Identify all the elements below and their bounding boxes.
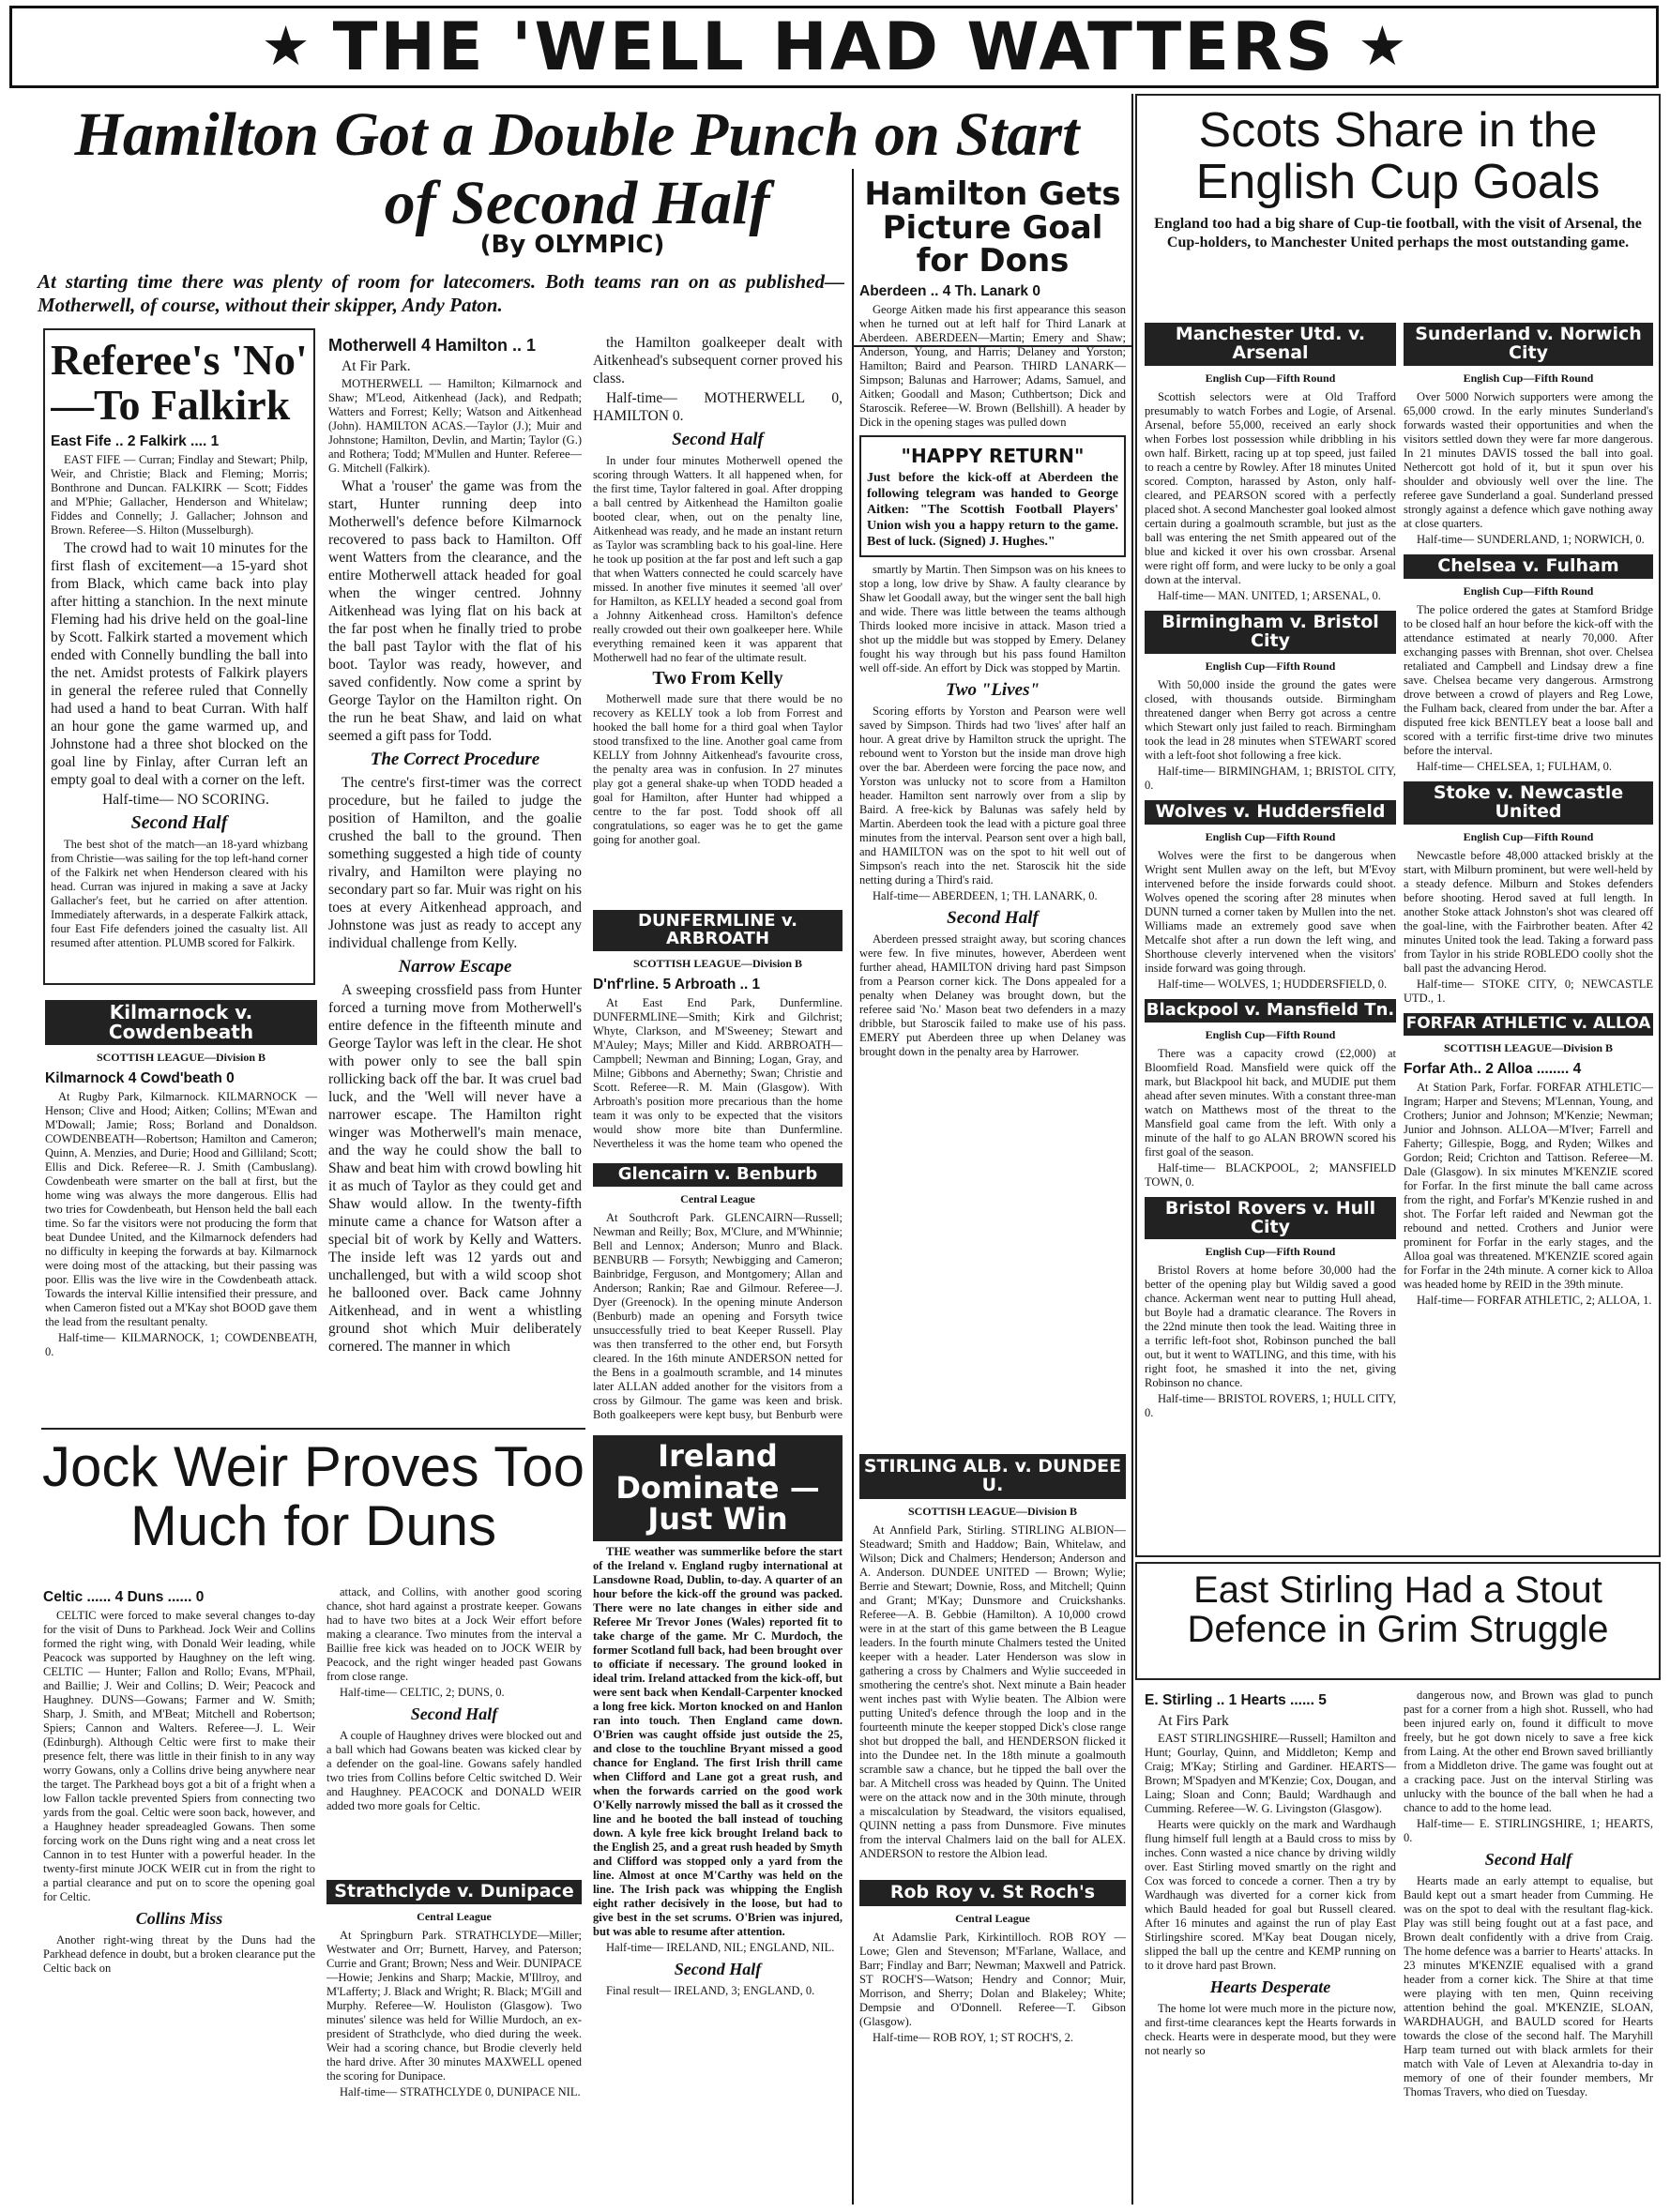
wolves-headline: Wolves v. Huddersfield	[1145, 800, 1396, 825]
ireland-column	[593, 1432, 843, 2204]
robroy-headline: Rob Roy v. St Roch's	[859, 1880, 1126, 1906]
happy-return-text: Just before the kick-off at Aberdeen the following telegram was handed to George Aitken: "The Scottish Football Players' Union wish you a happy return to the game. Best of luck. (Signed) J. Hughes."	[867, 471, 1118, 550]
stirling-league: SCOTTISH LEAGUE—Division B	[907, 1504, 1078, 1518]
birmingham-text: With 50,000 inside the ground the gates were closed, with thousands outside. Birmingham threatened danger when Berry got across a centre which Stewart only just failed to reach. Birmingham took the lead in 28 minutes when STEWART scored with a left-foot shot following a free kick.	[1145, 677, 1396, 762]
strathclyde-text: At Springburn Park. STRATHCLYDE—Miller; Westwater and Orr; Burnett, Harvey, and Paterson; Currie and Grant; Brown; Ness and Weir. DUNIPACE—Howie; Jenkins and Sharp; Mackie, M'Illroy, and M'Lafferty; J. Black and Wright; R. Black; M'Gill and Murphy. Referee—W. Houliston (Glasgow). Two minutes' silence was held for Willie Murdoch, an ex-president of Strathclyde, who died during the week. Weir had a scoring chance, but Brodie cleverly held the hard drive. After 30 minutes MAXWELL opened the scoring for Dunipace.	[326, 1928, 582, 2083]
forfar-score: Forfar Ath.. 2 Alloa ........ 4	[1404, 1060, 1582, 1077]
dons-column	[859, 174, 1126, 1441]
kilmarnock-score: Kilmarnock 4 Cowd'beath 0	[45, 1070, 235, 1086]
stirling-column	[859, 1450, 1126, 1863]
column-rule	[852, 169, 854, 2204]
dons-body4: Aberdeen pressed straight away, but scoring chances were few. In five minutes, however, Aberdeen went further ahead, HAMILTON driving hard past Simpson from a Pearson corner kick. The Dons appealed for a penalty when Delaney was brought down, but the referee said 'No.' Mason beat two defenders in a mazy dribble, but Staroscik failed to make use of his pass. EMERY put Aberdeen three up when Delaney was brought down in the penalty area by Harrower.	[859, 932, 1126, 1059]
bristol-cup-label: English Cup—Fifth Round	[1205, 1245, 1336, 1259]
east-stirling-score: E. Stirling .. 1 Hearts ...... 5	[1145, 1692, 1327, 1708]
lead-body: What a 'rouser' the game was from the start, Hunter running deep into Motherwell's defence before Kilmarnock recovered to pass back to Hamilton. Off went Watters from the clearance, and the entire Motherwell attack headed for goal when the winger centred. Johnny Aitkenhead was lying flat on his back at the far post when he finally tried to probe the ball past Taylor with the flat of his boot. Taylor was ready, however, and saved confidently. Now come a sprint by George Taylor on the Hamilton right. On the run he beat Shaw, and laid on what seemed a gift pass for Todd.	[328, 478, 582, 744]
robroy-league: Central League	[955, 1911, 1030, 1925]
birmingham-headline: Birmingham v. Bristol City	[1145, 611, 1396, 654]
lead-body3: A sweeping crossfield pass from Hunter forced a turning move from Motherwell's entire defence in the fifteenth minute and George Taylor was left in the clear. He shot with power only to see the ball spin rollicking back off the bar. It was cruel bad luck, and the 'Well will never have a narrower escape. The Hamilton right winger was Motherwell's main menace, and the way he could show the ball to Shaw and beat him with crowd bowling hit it as much of Taylor as they could get and Shaw would allow. In the twenty-fifth minute came a chance for Watson after a special bit of work by Kelly and Watters. The inside left was 12 yards out and unchallenged, but with a wild scoop shot he ballooned over. Back came Johnny Aitkenhead, and in went a whistling ground shot which Muir deliberately cornered. The manner in which	[328, 982, 582, 1355]
east-stirling-column-2	[1404, 1689, 1653, 2204]
jock-column-2	[326, 1585, 582, 1867]
robroy-text: At Adamslie Park, Kirkintilloch. ROB ROY — Lowe; Glen and Stevenson; M'Farlane, Wallace, and Barr; Findlay and Barr; Newman; Maxwell and Patrick. ST ROCH'S—Watson; Hendry and Connor; Muir, Morrison, and Sherry; Dolan and Blakeley; White; Dempsie and O'Donnell. Referee—T. Gibson (Glasgow).	[859, 1930, 1126, 2028]
lead-teams: MOTHERWELL — Hamilton; Kilmarnock and Shaw; M'Leod, Aitkenhead (Jack), and Redpath; Watters and Forrest; Kelly; Watson and Aitkenhead (John). HAMILTON ACAS.—Taylor (J.); Muir and Johnstone; Hamilton, Devlin, and Martin; Taylor (G.) and Rothera; Todd; M'Mullen and Hunter. Referee—G. Mitchell (Falkirk).	[328, 377, 582, 475]
wolves-text: Wolves were the first to be dangerous when Wright sent Mullen away on the left, but M'Evoy intervened before the inside forwards could shoot. Wolves opened the scoring after 28 minutes when DUNN turned a corner taken by Mullen into the net. Williams made an extremely good save when Metcalfe shot after a run down the left wing, and Shorthouse cleverly intervened when the visitors' inside forward was going through.	[1145, 848, 1396, 975]
dunfermline-text: At East End Park, Dunfermline. DUNFERMLINE—Smith; Kirk and Gilchrist; Whyte, Clarkson, and M'Sweeney; Stewart and M'Auley; Mays; Miller and Kidd. ARBROATH—Campbell; Newman and Binning; Logan, Gray, and Milne; Gibbons and Abernethy; Swan; Christie and Scott. Referee—R. M. Main (Glasgow). With Arbroath's position more precarious than the home team it was only to be expected that the visitors would show more bite than Dunfermline. Nevertheless it was the home team who opened the	[593, 995, 843, 1150]
lead-subhead-second: Second Half	[672, 430, 764, 449]
jock-headline-block	[41, 1428, 585, 1559]
man-headline: Manchester Utd. v. Arsenal	[1145, 323, 1396, 366]
falkirk-teams: EAST FIFE — Curran; Findlay and Stewart; Philp, Weir, and Christie; Black and Fleming; Morris; Bonthrone and Duncan. FALKIRK — Scott; Fiddes and M'Phie; Gallacher, Henderson and Whitelaw; Fiddes and Connelly; J. Gallacher; Johnson and Brown. Referee—S. Hilton (Musselburgh).	[51, 452, 308, 537]
dons-headline: Hamilton Gets Picture Goal for Dons	[864, 175, 1121, 280]
strathclyde-column	[326, 1876, 582, 2204]
east-stirling-column-1	[1145, 1689, 1396, 2204]
forfar-league: SCOTTISH LEAGUE—Division B	[1443, 1040, 1614, 1054]
scots-column-2	[1404, 319, 1653, 1538]
stoke-halftime: Half-time— STOKE CITY, 0; NEWCASTLE UTD., 1.	[1404, 977, 1653, 1005]
falkirk-column	[51, 334, 308, 979]
lead-headline: Hamilton Got a Double Punch on Start of Second Half	[74, 100, 1080, 237]
jock-headline: Jock Weir Proves Too Much for Duns	[42, 1435, 584, 1557]
blackpool-headline: Blackpool v. Mansfield Tn.	[1145, 999, 1396, 1023]
strathclyde-league: Central League	[417, 1909, 492, 1923]
forfar-halftime: Half-time— FORFAR ATHLETIC, 2; ALLOA, 1.	[1417, 1293, 1652, 1307]
kilmarnock-headline: Kilmarnock v. Cowdenbeath	[45, 1000, 317, 1045]
lead-byline: (By OLYMPIC)	[479, 231, 665, 259]
man-cup-label: English Cup—Fifth Round	[1205, 371, 1336, 385]
dons-halftime: Half-time— ABERDEEN, 1; TH. LANARK, 0.	[873, 889, 1098, 903]
east-stirling-body: Hearts were quickly on the mark and Wardhaugh flung himself full length at a Bauld cross to miss by inches. Conn wasted a nice chance by driving wildly over. East Stirling moved smartly on the right and Cox was forced to concede a corner. Then a try by Wardhaugh was diverted for a corner kick from which Bauld headed for goal but Russell cleared. After 16 minutes and against the run of play East Stirlingshire scored. M'Kay beat Dougan nicely, slipped the ball up the centre and KEMP running on to it drove hard past Brown.	[1145, 1818, 1396, 1972]
lead-standfirst: At starting time there was plenty of room for latecomers. Both teams ran on as published—Motherwell, of course, without their skipper, Andy Paton.	[38, 270, 844, 316]
bristol-text: Bristol Rovers at home before 30,000 had the better of the opening play but Wildig saved a good chance. Ackerman went near to putting Hull ahead, but Boyle had a dramatic clearance. The Rovers in the 22nd minute then took the lead. Waiting three in a terrific left-foot shot, Robinson punched the ball out, but it went to WATLING, and this time, with his right foot, he smashed it into the net, giving Robinson no chance.	[1145, 1264, 1396, 1390]
kilmarnock-league: SCOTTISH LEAGUE—Division B	[96, 1051, 266, 1064]
happy-return-box	[859, 435, 1126, 557]
lead-body2: The centre's first-timer was the correct procedure, but he failed to judge the position of Hamilton, and the goalie crushed the ball to the ground. Then something suggested a high tide of county rivalry, and Hamilton were playing no secondary part so far. Muir was right on his toes at every Aitkenhead approach, and Johnstone was just as ready to accept any individual challenge from Kelly.	[328, 775, 582, 951]
man-text: Scottish selectors were at Old Trafford presumably to watch Forbes and Logie, of Arsenal. Arsenal, before 55,000, received an early shock when Forbes lost possession while dribbling in his own half. Birkett, racing up at top speed, just failed to reach a centre by Rowley. After 18 minutes United scored. Compton, harassed by Aston, only half-cleared, and PEARSON scored with a perfectly placed shot. A second Manchester goal looked almost certain during a goalmouth scramble, but just as the ball was entering the net Smith appeared out of the blue and kicked it over his own crossbar. Arsenal were right off form, and were lucky to be only a goal down at the interval.	[1145, 389, 1396, 586]
scots-head	[1145, 101, 1651, 256]
sunderland-text: Over 5000 Norwich supporters were among the 65,000 crowd. In the early minutes Sunderland's forwards wasted their opportunities and when the visitors settled down they were far more dangerous. In 21 minutes DAVIS tossed the ball into goal. Nethercott got hold of it, but it spun over his shoulder and obviously well over the line. The referee gave Sunderland a goal. Sunderland pressed strongly against a defence which gave nothing away at close quarters.	[1404, 389, 1653, 530]
jock-col2: attack, and Collins, with another good scoring chance, shot hard against a prostrate keeper. Gowans had to have two bites at a Jock Weir effort before making a clearance. Two minutes from the interval a Baillie free kick was headed on to JOCK WEIR by Peacock, and the right winger headed past Gowans from close range.	[326, 1585, 582, 1683]
masthead	[9, 6, 1659, 88]
happy-return-title: "HAPPY RETURN"	[901, 445, 1085, 468]
stirling-headline: STIRLING ALB. v. DUNDEE U.	[859, 1454, 1126, 1499]
ireland-halftime: Half-time— IRELAND, NIL; ENGLAND, NIL.	[606, 1940, 835, 1954]
glencairn-column	[593, 1159, 843, 1422]
scots-headline: Scots Share in the English Cup Goals	[1195, 103, 1601, 209]
jock-subhead-2: Second Half	[410, 1704, 498, 1723]
birmingham-cup-label: English Cup—Fifth Round	[1205, 659, 1336, 673]
kilmarnock-halftime: Half-time— KILMARNOCK, 1; COWDENBEATH, 0.	[45, 1331, 317, 1358]
jock-column-1	[43, 1585, 315, 2204]
dons-body2: smartly by Martin. Then Simpson was on his knees to stop a long, low drive by Shaw. A faulty clearance by Shaw let Goodall away, but the winger sent the ball high and wide. There was little between the teams although Thirds looked more incisive in attack. Mason tried a shot up the middle but was stopped by Emery. Delaney fought his way through but his pass found Hamilton well off-side. An effort by Dick was stopped by Martin.	[859, 563, 1126, 675]
chelsea-halftime: Half-time— CHELSEA, 1; FULHAM, 0.	[1417, 759, 1612, 773]
lead-venue: At Fir Park.	[342, 358, 411, 374]
chelsea-text: The police ordered the gates at Stamford Bridge to be closed half an hour before the kick-off with the attendance estimated at nearly 70,000. After exchanging passes with Brennan, shot over. Chelsea retaliated and Campbell and Lindsay drew a fine save. Chelsea became very dangerous. Armstrong drove between a crowd of players and Reg Lowe, the Fulham back, cleared from under the bar. After a disputed free kick BENTLEY beat a loose ball and scored with a terrific first-time drive two minutes before the interval.	[1404, 602, 1653, 757]
dons-subhead-second: Second Half	[947, 908, 1039, 929]
kilmarnock-column	[45, 996, 317, 1418]
lead-halftime: Half-time— MOTHERWELL 0, HAMILTON 0.	[593, 390, 843, 424]
chelsea-headline: Chelsea v. Fulham	[1404, 554, 1653, 579]
lead-col3-top: the Hamilton goalkeeper dealt with Aitkenhead's subsequent corner proved his class.	[593, 335, 843, 386]
stirling-text: At Annfield Park, Stirling. STIRLING ALBION—Steadward; Smith and Haddow; Bain, Whitelaw, and Wilson; Dick and Chalmers; Henderson; Anderson and A. Anderson. DUNDEE UNITED — Brown; Wylie; Berrie and Stewart; Downie, Ross, and Mitchell; Quinn and Grant; M'Kay; Dunsmore and Cruickshanks. Referee—A. B. Gebbie (Hamilton). A 10,000 crowd were in at the start of this game between the B League leaders. In the fourth minute Chalmers tested the United keeper with a header. Later Henderson was slow in gathering a cross by Chalmers and Wylie succeeded in smothering the centre's shot. Next minute a Bain header went inches past with Wylie beaten. The Albion were putting United's defence through the loop and in the fourteenth minute the keeper stopped Dick's close range shot but dropped the ball, and HENDERSON flicked it into the Dundee net. In the 18th minute a goalmouth scramble saw a chance, but he tipped the ball over the bar. A Mitchell cross was headed by Quinn. The United were on the attack now and in the 30th minute, through a miscalculation by Steadward, the visitors equalised, QUINN netting a pass from Dunsmore. Five minutes from the interval Chalmers laid on the ball for ALEX. ANDERSON to restore the Albion lead.	[859, 1523, 1126, 1860]
east-stirling-subhead: Hearts Desperate	[1209, 1977, 1331, 1996]
scots-intro: England too had a big share of Cup-tie football, with the visit of Arsenal, the Cup-holders, to Manchester United perhaps the most outstanding game.	[1154, 216, 1642, 251]
forfar-text: At Station Park, Forfar. FORFAR ATHLETIC—Ingram; Harper and Stevens; M'Lennan, Young, and Crothers; Junior and Johnson; M'Kenzie; Newman; Junior and Johnson. ALLOA—M'Iver; Farrell and Faherty; Gillespie, Bogg, and Ryden; Wilkes and Gordon; Reid; Crichton and Tattison. Referee—M. Dale (Glasgow). In six minutes M'KENZIE scored for Forfar. In the first minute the ball came across from the right, and Forfar's M'Kenzie rushed in and shot. The Forfar left raided and Newman got the rebound and netted. Crothers and Junior were prominent for Forfar in the early stages, and the Alloa goal was threatened. M'KENZIE scored again for Forfar in the 24th minute. A corner kick to Alloa was headed home by REID in the 39th minute.	[1404, 1080, 1653, 1291]
lead-body5: Motherwell made sure that there would be no recovery as KELLY took a lob from Forrest and hooked the ball home for a third goal when Taylor stood transfixed to the line. Another goal came from KELLY from Johnny Aitkenhead's favourite cross, the penalty area was in confusion. In 27 minutes play got a general shake-up when TODD headed a goal for Hamilton, after Hunter had whipped a centre to the far post. Todd shook off all congratulations, so eager was he to get the game going for another goal.	[593, 692, 843, 846]
glencairn-text: At Southcroft Park. GLENCAIRN—Russell; Newman and Reilly; Box, M'Clure, and M'Whinnie; Bell and Lennox; Anderson; Munro and Black. BENBURB — Forsyth; Newbigging and Cameron; Bainbridge, Ferguson, and Montgomery; Allan and Anderson; Rankin; Rae and Gilmour. Referee—J. Dyer (Greenock). In the opening minute Anderson (Benburb) made an opening and Forsyth twice unsuccessfully tried to beat Keeper Russell. Play was then transferred to the other end, but Forsyth cleared. In the 16th minute ANDERSON netted for the Bens in a goalmouth scramble, and 14 minutes later ALLAN added another for the visitors from a cross by Gilmour. The game was keen and brisk. Both goalkeepers were kept busy, but Benburb were	[593, 1210, 843, 1421]
dons-subhead-lives: Two "Lives"	[945, 680, 1040, 701]
dunfermline-score: D'nf'rline. 5 Arbroath .. 1	[593, 976, 761, 992]
lead-column-3	[593, 334, 843, 897]
man-halftime: Half-time— MAN. UNITED, 1; ARSENAL, 0.	[1158, 588, 1381, 602]
masthead-title: THE 'WELL HAD WATTERS	[332, 8, 1336, 85]
lead-score: Motherwell 4 Hamilton .. 1	[328, 336, 537, 355]
robroy-column	[859, 1876, 1126, 2204]
strathclyde-headline: Strathclyde v. Dunipace	[326, 1880, 582, 1904]
falkirk-headline: Referee's 'No' —To Falkirk	[51, 336, 308, 430]
stoke-text: Newcastle before 48,000 attacked briskly at the start, with Milburn prominent, but were well-held by a steady defence. Milburn and Stokes defenders before shooting. Herod saved at full length. In another Stoke attack Johnston's shot was cleared off the goal-line, with the Fairbrother beaten. After 42 minutes United took the lead. Taking a forward pass from Taylor in his stride ROBLEDO coolly shot the ball past the advancing Herod.	[1404, 848, 1653, 975]
east-stirling-headline: East Stirling Had a Stout Defence in Grim Struggle	[1187, 1569, 1609, 1650]
ireland-text: THE weather was summerlike before the start of the Ireland v. England rugby international at Lansdowne Road, Dublin, to-day. A quarter of an hour before the kick-off the ground was packed. There were no late changes in either side and Referee Mr Trevor Jones (Wales) reported fit to take charge of the game. Mr C. Murdoch, the former Scotland full back, had been brought over to officiate if necessary. The ground looked in ideal trim. Ireland attacked from the kick-off, but were sent back when Kendall-Carpenter knocked a long free kick. Morton knocked on and Hanlon ran into touch. Then England came down. O'Brien was caught offside just outside the 25, and close to the touchline Bryant missed a good chance for England. The first Irish thrill came when Clifford and Lane got a great rush, and when the forwards carried on the good work O'Kelly narrowly missed the ball as it crossed the line and he booted the ball instead of touching down. A kyle free kick brought Ireland back to the English 25, and a great rush headed by Smyth and Clifford was stopped only a yard from the line. Almost at once M'Carthy was held on the line. The Irish pack was whipping the English eight rather decisively in the loose, but had to give best in the set scrums. O'Brien was injured, but was able to resume after attention.	[593, 1544, 843, 1938]
dunfermline-league: SCOTTISH LEAGUE—Division B	[632, 956, 803, 970]
lead-subhead-kelly: Two From Kelly	[652, 668, 783, 689]
chelsea-cup-label: English Cup—Fifth Round	[1463, 583, 1594, 598]
east-stirling-halftime: Half-time— E. STIRLINGSHIRE, 1; HEARTS, 0.	[1404, 1817, 1653, 1844]
wolves-cup-label: English Cup—Fifth Round	[1205, 829, 1336, 843]
glencairn-headline: Glencairn v. Benburb	[593, 1163, 843, 1187]
wolves-halftime: Half-time— WOLVES, 1; HUDDERSFIELD, 0.	[1158, 977, 1388, 991]
east-stirling-body2: The home lot were much more in the picture now, and first-time clearances kept the Hearts forwards in check. Hearts were in desperate mood, but they were not nearly so	[1145, 2002, 1396, 2057]
forfar-headline: FORFAR ATHLETIC v. ALLOA	[1404, 1013, 1653, 1036]
falkirk-halftime: Half-time— NO SCORING.	[102, 791, 269, 808]
jock-subhead: Collins Miss	[135, 1909, 223, 1928]
ireland-headline: Ireland Dominate —Just Win	[593, 1435, 843, 1541]
jock-score: Celtic ...... 4 Duns ...... 0	[43, 1589, 205, 1605]
ireland-subhead: Second Half	[674, 1959, 762, 1978]
star-right-icon: ★	[1358, 16, 1407, 77]
lead-subhead-escape: Narrow Escape	[398, 957, 512, 977]
blackpool-cup-label: English Cup—Fifth Round	[1205, 1027, 1336, 1041]
dons-body: George Aitken made his first appearance this season when he turned out at left half for Third Lanark at Aberdeen. ABERDEEN—Martin; Emery and Shaw; Anderson, Young, and Harris; Delaney and Yorston; Hamilton; Baird and Pearson. THIRD LANARK—Simpson; Balunas and Harrower; Adams, Samuel, and Aitken; Goodall and Mason; Cuthbertson; Dick and Staroscik. Referee—W. Brown (Bellshill). A header by Dick in the opening stages was pulled down	[859, 303, 1126, 430]
dons-score: Aberdeen .. 4 Th. Lanark 0	[859, 283, 1040, 300]
dunfermline-headline: DUNFERMLINE v. ARBROATH	[593, 910, 843, 951]
sunderland-cup-label: English Cup—Fifth Round	[1463, 371, 1594, 385]
lead-byline-block	[310, 231, 835, 259]
blackpool-halftime: Half-time— BLACKPOOL, 2; MANSFIELD TOWN, 0.	[1145, 1160, 1396, 1189]
lead-body4: In under four minutes Motherwell opened the scoring through Watters. It all happened when, for the first time, Taylor faltered in goal. After dropping a ball centred by Aitkenhead the Hamilton goalie booted clear, when, out on the penalty line, Aitkenhead was ready, and he made an instant return as Taylor was scrambling back to his goal-line. Here he took up position at the far post and left such a gap that when Watters connected he could scarcely have missed. In another five minutes it seemed 'all over' for Hamilton, as KELLY headed a second goal from a Johnny Aitkenhead cross. Hamilton's defence really crowded out their own goalkeeper here. While everything remained keen it was apparent that Motherwell had no fear of the ultimate result.	[593, 454, 843, 664]
dons-body3: Scoring efforts by Yorston and Pearson were well saved by Simpson. Thirds had two 'lives' after half an hour. A great drive by Hamilton struck the upright. The rebound went to Yorston but the inside man drove high over the bar. Aberdeen were forcing the pace now, and Yorston was unlucky not to score from a Hamilton header. Hamilton sent narrowly over from a slip by Baird. A free-kick by Balunas was safely held by Martin. Aberdeen took the lead with a picture goal three minutes from the interval. Pearson sent over a high ball, and HAMILTON was on the spot to hit well out of Simpson's reach into the net. Staroscik hit the side netting during a Third's raid.	[859, 705, 1126, 887]
sunderland-halftime: Half-time— SUNDERLAND, 1; NORWICH, 0.	[1417, 532, 1645, 546]
strathclyde-halftime: Half-time— STRATHCLYDE 0, DUNIPACE NIL.	[340, 2084, 581, 2098]
column-rule	[1131, 94, 1133, 2204]
east-stirling-venue: At Firs Park	[1158, 1713, 1229, 1729]
dunfermline-column	[593, 906, 843, 1150]
blackpool-text: There was a capacity crowd (£2,000) at Bloomfield Road. Mansfield were quick off the mark, but Blackpool hit back, and MUDIE put them ahead after seven minutes. With a constant three-man watch on Matthews most of the threat to the Mansfield goal came from the left. With only a minute of the half to go ALAN BROWN scored his first goal of the season.	[1145, 1046, 1396, 1159]
stoke-cup-label: English Cup—Fifth Round	[1463, 829, 1594, 843]
bristol-halftime: Half-time— BRISTOL ROVERS, 1; HULL CITY, 0.	[1145, 1392, 1396, 1420]
stoke-headline: Stoke v. Newcastle United	[1404, 781, 1653, 825]
kilmarnock-text: At Rugby Park, Kilmarnock. KILMARNOCK — Henson; Clive and Hood; Aitken; Collins; M'Ewan and M'Dowall; Jamie; Ross; Borland and Donaldson. COWDENBEATH—Robertson; Hamilton and Cameron; Quinn, A. Menzies, and Durie; Hood and Gilliland; Scott; Ellis and Dick. Referee—R. J. Smith (Cambuslang). Cowdenbeath were smarter on the ball at first, but the home wing was always the more dangerous. Ellis had two tries for Cowdenbeath, but Henson held the ball each time. So far the visitors were not producing the form that beat Dundee United, and the Kilmarnock defenders had no difficulty in keeping the forwards at bay. Kilmarnock were doing most of the attacking, but their passing was poor. Ellis was the live wire in the Cowdenbeath attack. Towards the interval Killie intensified their pressure, and when Cameron fisted out a M'Kay shot BOOD gave them the lead from the resultant penalty.	[45, 1090, 317, 1328]
jock-body2: Another right-wing threat by the Duns had the Parkhead defence in doubt, but a broken clearance put the Celtic back on	[43, 1933, 315, 1975]
jock-body3: A couple of Haughney drives were blocked out and a ball which had Gowans beaten was kicked clear by a defender on the goal-line. Gowans safely handled two tries from Collins before Celtic switched D. Weir and Haughney. PEACOCK and DONALD WEIR added two more goals for Celtic.	[326, 1729, 582, 1812]
ireland-final: Final result— IRELAND, 3; ENGLAND, 0.	[606, 1983, 815, 1997]
east-stirling-head	[1143, 1567, 1653, 1653]
birmingham-halftime: Half-time— BIRMINGHAM, 1; BRISTOL CITY, 0.	[1145, 764, 1396, 792]
east-stirling-body3: Hearts made an early attempt to equalise, but Bauld kept out a smart header from Cumming. He was on the spot to deal with the resultant flag-kick. Play was still being fought out at a fast pace, and Brown dealt confidently with a drive from Craig. The home defence was a barrier to Hearts' attacks. In 23 minutes M'KENZIE equalised with a grand header from a corner kick. The Shire at that time were playing with ten men, Quinn receiving attention behind the goal. M'KENZIE, SLOAN, WARDHAUGH, and BAULD scored for Hearts towards the close of the second half. The Maryhill Harp team turned out with black armlets for their match with Vale of Leven at Alexandria to-day in memory of one of their founder members, Mr Thomas Travers, who died on Tuesday.	[1404, 1874, 1653, 2098]
glencairn-league: Central League	[680, 1191, 755, 1205]
lead-subhead-procedure: The Correct Procedure	[370, 750, 540, 769]
east-stirling-teams: EAST STIRLINGSHIRE—Russell; Hamilton and Hunt; Gourlay, Quinn, and Middleton; Kemp and Craig; M'Kay; Stirling and Gardiner. HEARTS—Brown; M'Spadyen and M'Kenzie; Cox, Dougan, and Laing; Sloan and Conn; Bauld; Wardhaugh and Cumming. Referee—W. G. Livingston (Glasgow).	[1145, 1732, 1396, 1815]
falkirk-body2: The best shot of the match—an 18-yard whizbang from Christie—was sailing for the top left-hand corner of the Falkirk net when Henderson cleared with his head. Curran was injured in making a save at Jacky Gallacher's feet, but he carried on after attention. Immediately afterwards, in a desperate Falkirk attack, four East Fife defenders joined the casualty list. All resumed after attention. PLUMB scored for Falkirk.	[51, 837, 308, 949]
star-left-icon: ★	[261, 16, 311, 77]
falkirk-subhead: Second Half	[130, 811, 228, 833]
falkirk-score: East Fife .. 2 Falkirk .... 1	[51, 432, 220, 449]
sunderland-headline: Sunderland v. Norwich City	[1404, 323, 1653, 366]
east-stirling-col2: dangerous now, and Brown was glad to punch past for a corner from a high shot. Russell, who had been injured early on, found it difficult to move freely, but he got down nicely to save a free kick from Laing. At the other end Brown saved brilliantly from a Middleton drive. The game was fought out at a cracking pace. Just on the interval Stirling was unlucky with the bounce of the ball when he had a chance to add to the home lead.	[1404, 1689, 1653, 1814]
jock-halftime: Half-time— CELTIC, 2; DUNS, 0.	[340, 1686, 505, 1699]
falkirk-body: The crowd had to wait 10 minutes for the first flash of excitement—a 15-yard shot from Black, which came back into play after hitting a stanchion. In the next minute Fleming had his drive held on the goal-line by Scott. Falkirk started a movement which ended with Connelly bundling the ball into the net. Amidst protests of Falkirk players in general the referee ruled that Connelly had used a hand to beat Curran. With half an hour gone the game warmed up, and Johnstone had a three shot blocked on the goal line by Finlay, after Curran left an empty goal to deal with a corner on the left.	[51, 539, 308, 788]
jock-body: CELTIC were forced to make several changes to-day for the visit of Duns to Parkhead. Jock Weir and Collins formed the right wing, with Donald Weir leading, while Peacock was supported by Haughney on the left wing. CELTIC — Hunter; Fallon and Rollo; Evans, M'Phail, and Baillie; J. Weir and Collins; D. Weir; Peacock and Haughney. DUNS—Gowans; Farmer and W. Smith; Sharp, J. Smith, and M'Beat; Mitchell and Robertson; Spiers; Cannon and Walters. Referee—J. L. Weir (Edinburgh). Although Celtic were first to make their presence felt, there was little in their finish to in any way worry Gowans, only a Collins drive being anywhere near the target. The Parkhead boys got a bit of a fright when a low Fallon tackle prevented Spiers from connecting two yards from the goal. Celtic were soon back, however, and a Haughney header spreadeagled Gowans. Then some forcing work on the Duns right wing and a neat cross let Cannon in to test Hunter with a powerful header. In the twenty-first minute JOCK WEIR cut in from the right to a partial clearance and put on to score the opening goal for Celtic.	[43, 1609, 315, 1903]
scots-column-1	[1145, 319, 1396, 1538]
bristol-headline: Bristol Rovers v. Hull City	[1145, 1197, 1396, 1240]
lead-column-2	[328, 334, 582, 1413]
robroy-halftime: Half-time— ROB ROY, 1; ST ROCH'S, 2.	[873, 2030, 1073, 2044]
east-stirling-subhead-2: Second Half	[1484, 1850, 1572, 1869]
